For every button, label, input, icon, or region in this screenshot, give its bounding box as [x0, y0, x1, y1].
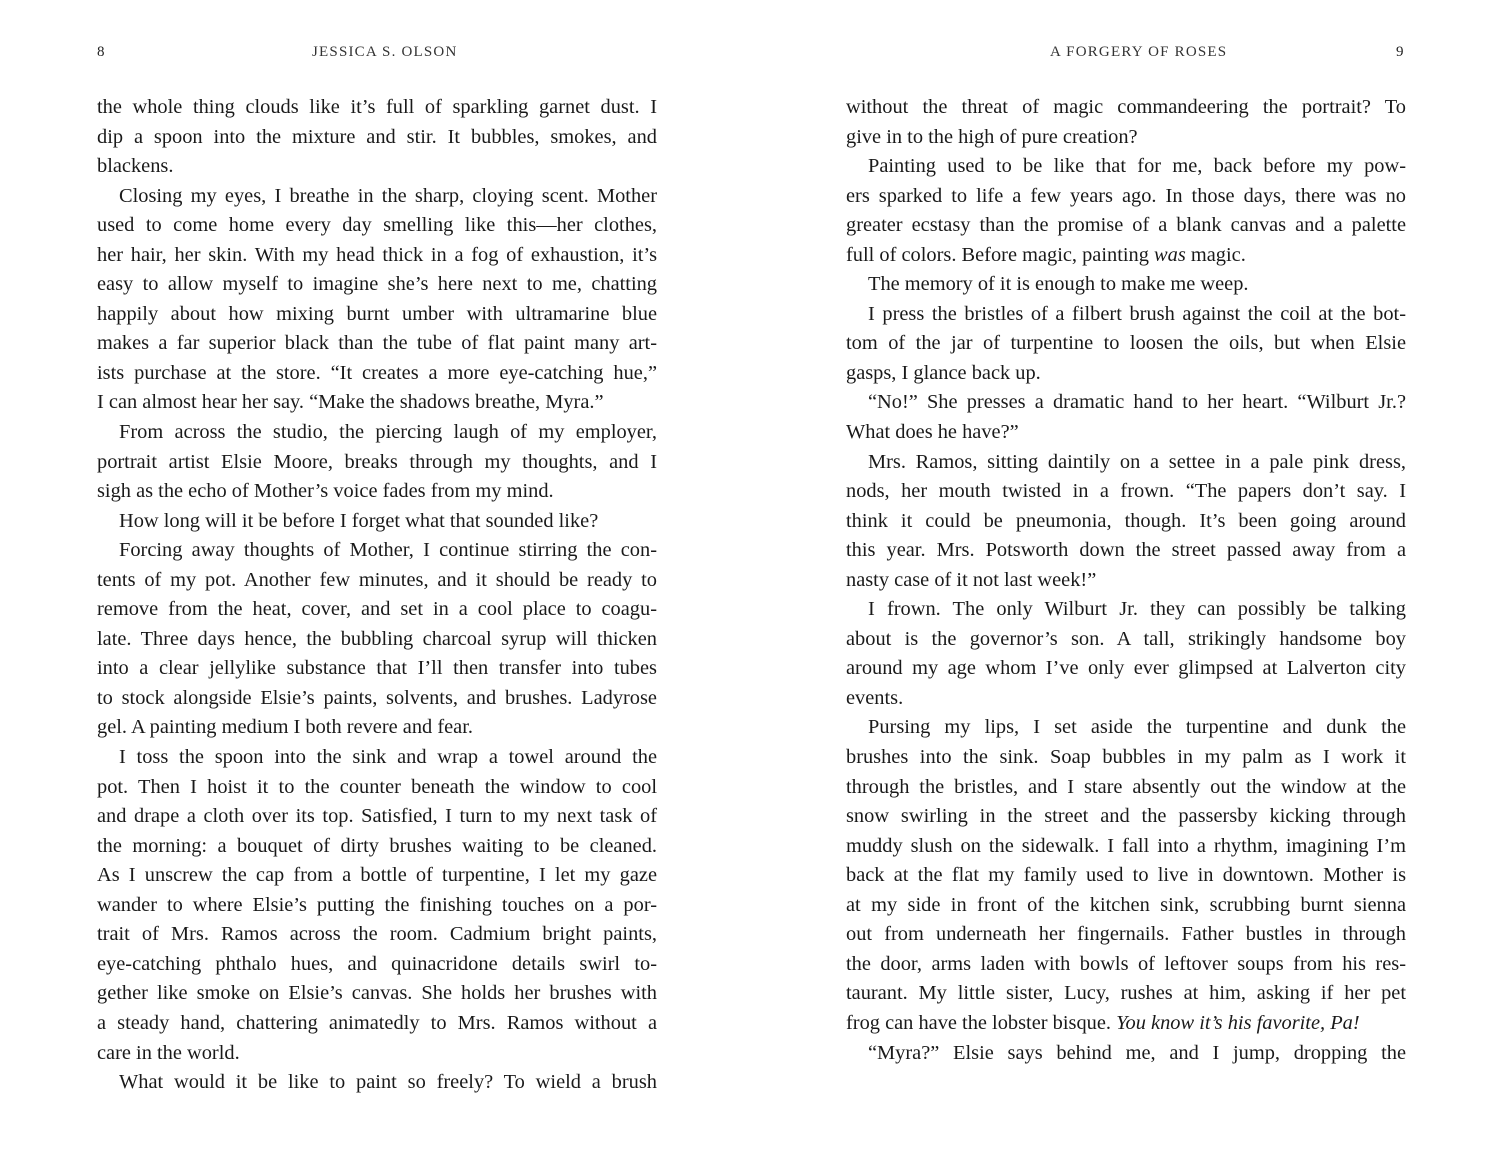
text-line: The memory of it is enough to make me weep.	[868, 273, 1249, 296]
text-line: Painting used to be like that for me, back before my pow-	[868, 155, 1406, 178]
page-number: 9	[1396, 44, 1404, 60]
text-line: think it could be pneumonia, though. It’s been going around	[846, 509, 1406, 532]
text-line: “No!” She presses a dramatic hand to her heart. “Wilburt Jr.?	[868, 391, 1406, 414]
text-line: full of colors. Before magic, painting was magic.	[846, 243, 1246, 266]
text-line: What does he have?”	[846, 421, 1019, 444]
text-line: gasps, I glance back up.	[846, 361, 1041, 384]
text-line: back at the flat my family used to live in downtown. Mother is	[846, 864, 1406, 887]
text-line: give in to the high of pure creation?	[846, 125, 1138, 148]
text-line: to stock alongside Elsie’s paints, solvents, and brushes. Ladyrose	[97, 686, 657, 709]
text-line: muddy slush on the sidewalk. I fall into a rhythm, imagining I’m	[846, 834, 1406, 857]
text-line: I toss the spoon into the sink and wrap a towel around the	[119, 746, 657, 769]
text-line: and drape a cloth over its top. Satisfied, I turn to my next task of	[97, 805, 657, 828]
right-page	[750, 0, 1500, 1151]
text-line: ers sparked to life a few years ago. In those days, there was no	[846, 184, 1406, 207]
text-line: events.	[846, 686, 904, 709]
text-line: tom of the jar of turpentine to loosen the oils, but when Elsie	[846, 332, 1406, 355]
running-head-author: JESSICA S. OLSON	[312, 44, 458, 60]
text-line: blackens.	[97, 155, 174, 178]
text-line: ists purchase at the store. “It creates a more eye-catching hue,”	[97, 361, 657, 384]
text-line: eye-catching phthalo hues, and quinacridone details swirl to-	[97, 952, 657, 975]
text-line: I press the bristles of a filbert brush against the coil at the bot-	[868, 302, 1406, 325]
text-line: dip a spoon into the mixture and stir. It bubbles, smokes, and	[97, 125, 657, 148]
text-line: used to come home every day smelling like this—her clothes,	[97, 214, 657, 237]
text-line: snow swirling in the street and the passersby kicking through	[846, 805, 1406, 828]
text-line: taurant. My little sister, Lucy, rushes at him, asking if her pet	[846, 982, 1406, 1005]
text-line: the morning: a bouquet of dirty brushes waiting to be cleaned.	[97, 834, 657, 857]
text-line: without the threat of magic commandeering the portrait? To	[846, 96, 1406, 118]
text-line: How long will it be before I forget what that sounded like?	[119, 509, 599, 532]
text-line: late. Three days hence, the bubbling charcoal syrup will thicken	[97, 627, 657, 650]
text-line: I can almost hear her say. “Make the shadows breathe, Myra.”	[97, 391, 604, 414]
text-line: brushes into the sink. Soap bubbles in my palm as I work it	[846, 746, 1406, 769]
text-line: around my age whom I’ve only ever glimpsed at Lalverton city	[846, 657, 1406, 680]
text-line: the whole thing clouds like it’s full of sparkling garnet dust. I	[97, 96, 657, 118]
text-line: “Myra?” Elsie says behind me, and I jump, dropping the	[868, 1041, 1406, 1064]
text-line: gel. A painting medium I both revere and fear.	[97, 716, 473, 739]
text-line: a steady hand, chattering animatedly to Mrs. Ramos without a	[97, 1011, 657, 1034]
text-line: into a clear jellylike substance that I’ll then transfer into tubes	[97, 657, 657, 680]
italic-text: You know it’s his favorite, Pa!	[1116, 1011, 1360, 1034]
text-line: I frown. The only Wilburt Jr. they can possibly be talking	[868, 598, 1406, 621]
text-line: As I unscrew the cap from a bottle of turpentine, I let my gaze	[97, 864, 657, 887]
text-line: easy to allow myself to imagine she’s here next to me, chatting	[97, 273, 657, 296]
text-line: pot. Then I hoist it to the counter beneath the window to cool	[97, 775, 657, 798]
text-line: her hair, her skin. With my head thick in a fog of exhaustion, it’s	[97, 243, 657, 266]
italic-text: was	[1154, 243, 1186, 266]
text-line: makes a far superior black than the tube of flat paint many art-	[97, 332, 657, 355]
text-line: care in the world.	[97, 1041, 240, 1064]
text-line: the door, arms laden with bowls of leftover soups from his res-	[846, 952, 1406, 975]
text-line: out from underneath her fingernails. Father bustles in through	[846, 923, 1406, 946]
text-line: through the bristles, and I stare absently out the window at the	[846, 775, 1406, 798]
text-line: trait of Mrs. Ramos across the room. Cadmium bright paints,	[97, 923, 657, 946]
text-line: Mrs. Ramos, sitting daintily on a settee in a pale pink dress,	[868, 450, 1406, 473]
text-line: at my side in front of the kitchen sink, scrubbing burnt sienna	[846, 893, 1406, 916]
text-line: this year. Mrs. Potsworth down the street passed away from a	[846, 539, 1406, 562]
page-number: 8	[97, 44, 105, 60]
text-line: Forcing away thoughts of Mother, I continue stirring the con-	[119, 539, 657, 562]
text-line: about is the governor’s son. A tall, strikingly handsome boy	[846, 627, 1406, 650]
text-line: From across the studio, the piercing laugh of my employer,	[119, 421, 657, 444]
text-line: What would it be like to paint so freely? To wield a brush	[119, 1071, 657, 1094]
text-line: nods, her mouth twisted in a frown. “The papers don’t say. I	[846, 480, 1406, 503]
right-body-text	[846, 93, 1406, 1068]
text-line: gether like smoke on Elsie’s canvas. She holds her brushes with	[97, 982, 657, 1005]
text-line: tents of my pot. Another few minutes, and it should be ready to	[97, 568, 657, 591]
text-line: remove from the heat, cover, and set in a cool place to coagu-	[97, 598, 657, 621]
text-line: happily about how mixing burnt umber with ultramarine blue	[97, 302, 657, 325]
text-line: greater ecstasy than the promise of a blank canvas and a palette	[846, 214, 1406, 237]
text-line: Pursing my lips, I set aside the turpentine and dunk the	[868, 716, 1406, 739]
text-line: Closing my eyes, I breathe in the sharp, cloying scent. Mother	[119, 184, 657, 207]
text-line: sigh as the echo of Mother’s voice fades from my mind.	[97, 480, 554, 503]
text-line: nasty case of it not last week!”	[846, 568, 1097, 591]
text-line: frog can have the lobster bisque. You know it’s his favorite, Pa!	[846, 1011, 1360, 1034]
running-head-title: A FORGERY OF ROSES	[1050, 44, 1228, 60]
text-line: portrait artist Elsie Moore, breaks through my thoughts, and I	[97, 450, 657, 473]
text-line: wander to where Elsie’s putting the finishing touches on a por-	[97, 893, 657, 916]
left-body-text	[97, 93, 657, 1098]
